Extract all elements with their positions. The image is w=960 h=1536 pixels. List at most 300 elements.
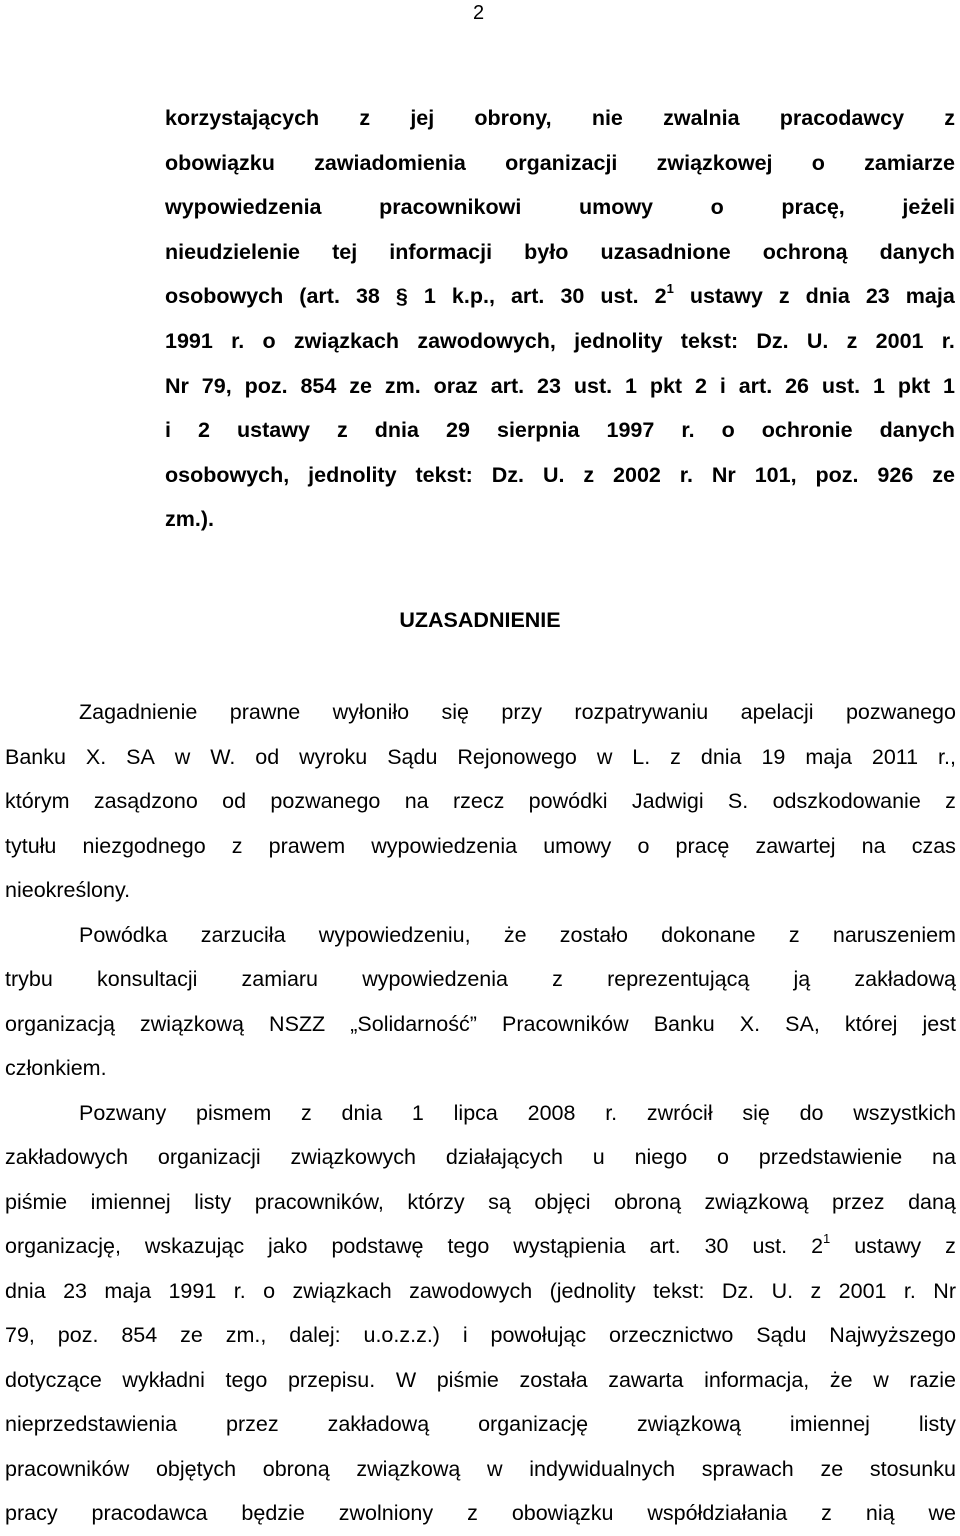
word: imiennej: [789, 1412, 870, 1436]
word: dnia: [700, 744, 742, 769]
word: są: [488, 1189, 511, 1214]
word: Nr: [933, 1278, 956, 1303]
word: poz.: [244, 373, 288, 398]
word: o: [637, 833, 650, 858]
word: zamiaru: [241, 967, 319, 991]
word: tytułu: [5, 833, 57, 858]
word: umowy: [543, 833, 612, 858]
word: ze: [932, 462, 955, 487]
word: nie: [591, 106, 623, 130]
word: której: [844, 1011, 898, 1036]
word: we: [928, 1501, 956, 1525]
word: dnia: [5, 1278, 46, 1303]
word: 1991: [165, 328, 213, 353]
word: r.: [679, 462, 693, 487]
word: u.o.z.z.): [363, 1323, 440, 1347]
word: r.: [605, 1100, 618, 1125]
word: zasądzono: [93, 789, 198, 813]
word: z: [945, 1234, 956, 1258]
word: związkowej: [656, 150, 773, 175]
word: zm.).: [165, 507, 214, 532]
word: wszystkich: [853, 1100, 956, 1125]
word: zostało: [559, 922, 628, 947]
word: Dz.: [756, 328, 789, 353]
word: prawem: [268, 833, 346, 858]
word: jako: [268, 1234, 308, 1258]
word: $2^1$: [654, 281, 674, 309]
word: naruszeniem: [832, 922, 956, 947]
word: organizacją: [5, 1011, 115, 1036]
word: 79,: [201, 373, 232, 398]
word: ochroną: [762, 239, 848, 264]
word: 2008: [527, 1100, 576, 1125]
word: pracę: [675, 833, 730, 858]
word: SA,: [785, 1011, 820, 1036]
word: u: [592, 1145, 605, 1169]
word: w: [596, 744, 613, 769]
word: r.: [681, 418, 695, 443]
word: Pracowników: [501, 1011, 629, 1036]
word: 2: [198, 418, 210, 443]
word: nieprzedstawienia: [5, 1412, 178, 1436]
word: i: [165, 418, 171, 443]
word: Banku: [5, 744, 66, 769]
word: wypowiedzenia: [362, 967, 508, 991]
word: S.: [727, 789, 749, 813]
word: ochronie: [761, 418, 853, 443]
word: i: [719, 373, 726, 398]
word: korzystających: [165, 106, 320, 130]
word: ustawy: [854, 1234, 922, 1258]
word: niezgodnego: [82, 833, 206, 858]
text-line: [5, 868, 956, 913]
word: przez: [831, 1189, 885, 1214]
word: osobowych: [165, 284, 284, 309]
word: obrony,: [474, 106, 552, 130]
word: o: [721, 418, 735, 443]
word: objętych: [155, 1456, 237, 1481]
word: reprezentującą: [607, 967, 750, 991]
word: 29: [446, 418, 470, 443]
word: ze: [820, 1456, 844, 1481]
word: ją: [793, 967, 811, 991]
word: o: [811, 150, 825, 175]
word: wypowiedzeniu,: [318, 922, 471, 947]
word: 1997: [606, 418, 655, 443]
text-line: [5, 913, 956, 958]
word: umowy: [578, 195, 654, 220]
word: na: [932, 1145, 956, 1169]
word: 2: [694, 373, 707, 398]
continuation-paragraph: [165, 96, 955, 542]
word: ze: [180, 1323, 203, 1347]
word: wypowiedzenia: [165, 195, 322, 220]
word: L.: [632, 744, 651, 769]
word: Jadwigi: [631, 789, 704, 813]
word: pismem: [196, 1100, 272, 1125]
word: zawodowych: [409, 1278, 533, 1303]
text-line: [165, 274, 955, 319]
word: 2001: [838, 1278, 887, 1303]
word: z: [778, 284, 790, 309]
word: wyłoniło: [332, 700, 410, 724]
word: i: [462, 1323, 468, 1347]
word: 2011: [871, 744, 919, 769]
word: od: [222, 789, 247, 813]
word: się: [441, 700, 470, 724]
word: piśmie: [436, 1367, 499, 1392]
word: pozwanego: [270, 789, 381, 813]
word: piśmie: [5, 1189, 68, 1214]
word: przez: [226, 1412, 279, 1436]
word: zarzuciła: [200, 922, 286, 947]
section-heading: UZASADNIENIE: [399, 608, 561, 632]
word: przy: [501, 700, 543, 724]
word: niego: [634, 1145, 688, 1169]
word: ze: [349, 373, 372, 398]
word: związkach: [293, 328, 400, 353]
word: indywidualnych: [529, 1456, 676, 1481]
word: X.: [739, 1011, 761, 1036]
word: art.: [649, 1234, 681, 1258]
word: trybu: [5, 967, 53, 991]
word: 1991: [168, 1278, 217, 1303]
text-line: [165, 497, 955, 542]
word: Pozwany: [79, 1100, 167, 1125]
text-line: [165, 230, 955, 275]
word: zwrócił: [646, 1100, 713, 1125]
word: prawne: [229, 700, 301, 724]
word: z: [945, 789, 956, 813]
word: informacji: [389, 239, 493, 264]
word: zawodowych,: [417, 328, 556, 353]
word: z: [788, 922, 800, 947]
word: r.: [231, 328, 245, 353]
word: W.: [210, 744, 236, 769]
word: zakładową: [327, 1412, 430, 1436]
word: z: [552, 967, 563, 991]
word: r.,: [938, 744, 956, 769]
word: jednolity: [308, 462, 397, 487]
word: zawarta: [608, 1367, 684, 1392]
word: objęci: [534, 1189, 591, 1214]
word: konsultacji: [96, 967, 198, 991]
word: zwalnia: [663, 106, 740, 130]
word: ust.: [600, 284, 639, 309]
page-number: 2: [473, 2, 485, 24]
text-line: [5, 957, 956, 1002]
word: pracodawca: [91, 1501, 208, 1525]
word: Banku: [653, 1011, 715, 1036]
word: $2^1$: [811, 1231, 831, 1258]
word: §: [395, 284, 408, 309]
word: listy: [918, 1412, 956, 1436]
word: z: [846, 328, 858, 353]
word: powódki: [528, 789, 608, 813]
word: została: [519, 1367, 588, 1392]
word: Zagadnienie: [79, 700, 198, 724]
word: pkt: [649, 373, 683, 398]
word: pkt: [897, 373, 931, 398]
word: 854: [300, 373, 337, 398]
word: sierpnia: [497, 418, 580, 443]
word: 1: [423, 284, 436, 309]
word: danych: [879, 418, 955, 443]
word: 38: [355, 284, 380, 309]
word: związkową: [704, 1189, 809, 1214]
word: zakładową: [854, 967, 956, 991]
word: organizacji: [157, 1145, 261, 1169]
text-line: [5, 1447, 956, 1492]
word: wystąpienia: [513, 1234, 626, 1258]
word: pracowników,: [254, 1189, 384, 1214]
word: dnia: [374, 418, 419, 443]
word: 2002: [613, 462, 661, 487]
word: zm.: [384, 373, 421, 398]
word: 1: [943, 373, 955, 398]
word: 23: [537, 373, 561, 398]
word: 1: [624, 373, 637, 398]
word: ust.: [752, 1234, 788, 1258]
word: wyroku: [299, 744, 368, 769]
word: powołując: [490, 1323, 587, 1347]
word: 2001: [875, 328, 924, 353]
word: organizację: [478, 1412, 589, 1436]
word: z: [467, 1501, 478, 1525]
word: NSZZ: [269, 1011, 326, 1036]
word: 1: [411, 1100, 424, 1125]
word: tej: [332, 239, 358, 264]
text-line: [165, 96, 955, 141]
word: osobowych,: [165, 462, 290, 487]
word: Rejonowego: [457, 744, 577, 769]
word: działających: [445, 1145, 563, 1169]
word: o: [263, 1278, 276, 1303]
word: dnia: [805, 284, 850, 309]
word: jej: [410, 106, 435, 130]
word: pracownikowi: [379, 195, 522, 220]
word: dokonane: [661, 922, 756, 947]
word: nieudzielenie: [165, 239, 301, 264]
word: tekst:: [653, 1278, 705, 1303]
word: odszkodowanie: [772, 789, 921, 813]
word: zwolniony: [338, 1501, 434, 1525]
word: członkiem.: [5, 1056, 107, 1080]
word: związkową: [637, 1412, 741, 1436]
word: w: [174, 744, 191, 769]
word: informacja,: [704, 1367, 810, 1392]
word: ust.: [573, 373, 613, 398]
text-line: [5, 1313, 956, 1358]
word: zakładowych: [5, 1145, 129, 1169]
word: zawiadomienia: [314, 150, 466, 175]
word: pracodawcy: [779, 106, 905, 130]
word: zamiarze: [864, 150, 955, 175]
word: organizacji: [505, 150, 618, 175]
word: rozpatrywaniu: [574, 700, 709, 724]
word: którzy: [407, 1189, 465, 1214]
word: (art.: [299, 284, 340, 309]
word: maja: [805, 744, 852, 769]
word: poz.: [815, 462, 859, 487]
word: Sądu: [387, 744, 438, 769]
word: obroną: [614, 1189, 682, 1214]
word: w: [873, 1367, 889, 1392]
word: tego: [225, 1367, 268, 1392]
word: SA: [126, 744, 155, 769]
word: zm.,: [225, 1323, 267, 1347]
word: wskazując: [144, 1234, 245, 1258]
word: ustawy: [237, 418, 310, 443]
word: 23: [63, 1278, 87, 1303]
word: będzie: [241, 1501, 305, 1525]
word: podstawę: [331, 1234, 424, 1258]
word: maja: [104, 1278, 152, 1303]
word: że: [829, 1367, 853, 1392]
word: jeżeli: [902, 195, 955, 220]
word: obowiązku: [165, 150, 275, 175]
word: daną: [908, 1189, 956, 1214]
word: r.: [233, 1278, 246, 1303]
word: z: [359, 106, 371, 130]
word: z: [670, 744, 681, 769]
word: Powódka: [79, 922, 168, 947]
text-line: [5, 824, 956, 869]
word: na: [404, 789, 429, 813]
text-line: [5, 735, 956, 780]
word: listy: [194, 1189, 232, 1214]
word: k.p.,: [451, 284, 495, 309]
word: przepisu.: [287, 1367, 376, 1392]
text-line: [5, 1135, 956, 1180]
word: współdziałania: [647, 1501, 788, 1525]
text-line: [5, 1091, 956, 1136]
text-line: [165, 453, 955, 498]
word: uzasadnione: [600, 239, 731, 264]
word: rzecz: [452, 789, 505, 813]
word: Nr: [165, 373, 189, 398]
word: Nr: [711, 462, 736, 487]
word: „Solidarność”: [350, 1011, 477, 1036]
word: nieokreślony.: [5, 878, 131, 902]
word: na: [861, 833, 886, 858]
word: organizację,: [5, 1234, 121, 1258]
word: 23: [865, 284, 890, 309]
word: z: [821, 1501, 832, 1525]
word: U.: [542, 462, 565, 487]
word: 1: [873, 373, 885, 398]
text-line: [5, 1002, 956, 1047]
text-line: [165, 364, 955, 409]
superscript: 1: [666, 281, 674, 297]
text-line: [5, 1046, 956, 1091]
word: apelacji: [740, 700, 814, 724]
word: U.: [771, 1278, 794, 1303]
word: którym: [5, 789, 70, 813]
word: 854: [121, 1323, 158, 1347]
word: W: [395, 1367, 417, 1392]
word: maja: [905, 284, 955, 309]
word: o: [717, 1145, 729, 1169]
word: przedstawienie: [758, 1145, 903, 1169]
word: dalej:: [289, 1323, 341, 1347]
word: 30: [560, 284, 585, 309]
text-line: [5, 1180, 956, 1225]
justification-body: [5, 690, 956, 1536]
word: imiennej: [90, 1189, 171, 1214]
word: wykładni: [122, 1367, 205, 1392]
word: o: [262, 328, 276, 353]
word: lipca: [453, 1100, 498, 1125]
word: Dz.: [721, 1278, 755, 1303]
word: obowiązku: [511, 1501, 614, 1525]
word: U.: [806, 328, 829, 353]
word: tekst:: [415, 462, 473, 487]
word: dnia: [341, 1100, 383, 1125]
word: z: [944, 106, 955, 130]
word: wypowiedzenia: [371, 833, 518, 858]
word: z: [301, 1100, 312, 1125]
word: razie: [909, 1367, 956, 1392]
word: 101,: [754, 462, 797, 487]
word: stosunku: [869, 1456, 956, 1481]
word: r.: [903, 1278, 916, 1303]
word: pracowników: [5, 1456, 130, 1481]
word: z: [231, 833, 243, 858]
word: oraz: [433, 373, 478, 398]
word: 30: [704, 1234, 729, 1258]
word: tego: [447, 1234, 490, 1258]
word: związkach: [292, 1278, 392, 1303]
word: orzecznictwo: [609, 1323, 734, 1347]
text-line: [165, 185, 955, 230]
word: poz.: [57, 1323, 99, 1347]
word: zawartej: [755, 833, 836, 858]
text-line: [165, 408, 955, 453]
word: ustawy: [689, 284, 763, 309]
word: tekst:: [680, 328, 739, 353]
word: od: [255, 744, 280, 769]
word: że: [503, 922, 527, 947]
word: Sądu: [756, 1323, 807, 1347]
word: czas: [911, 833, 956, 858]
word: art.: [510, 284, 545, 309]
word: z: [583, 462, 595, 487]
word: X.: [85, 744, 107, 769]
text-line: [5, 1224, 956, 1269]
word: obroną: [262, 1456, 330, 1481]
word: związkowych: [290, 1145, 416, 1169]
word: art.: [738, 373, 773, 398]
word: jednolity: [574, 328, 663, 353]
word: z: [810, 1278, 822, 1303]
word: (jednolity: [549, 1278, 636, 1303]
word: dotyczące: [5, 1367, 102, 1392]
word: 926: [877, 462, 914, 487]
word: było: [524, 239, 569, 264]
word: r.: [941, 328, 955, 353]
text-line: [5, 779, 956, 824]
word: się: [742, 1100, 770, 1125]
word: do: [799, 1100, 824, 1125]
word: 19: [761, 744, 786, 769]
word: związkową: [356, 1456, 461, 1481]
word: 79,: [5, 1323, 35, 1347]
word: pracę,: [781, 195, 845, 220]
text-line: [5, 1358, 956, 1403]
word: art.: [490, 373, 525, 398]
word: pracy: [5, 1501, 58, 1525]
